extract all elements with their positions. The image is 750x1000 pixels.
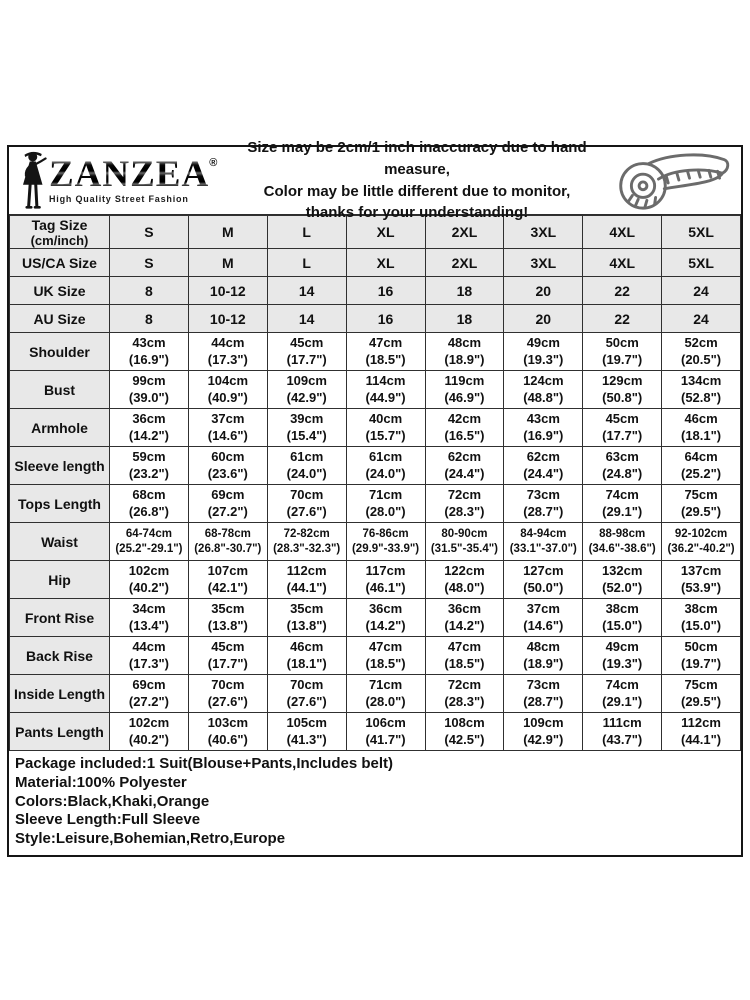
cell-bust-4xl: 129cm (50.8") (583, 371, 662, 409)
cell-shoulder-2xl: 48cm (18.9") (425, 333, 504, 371)
cell-us-ca-size-s: S (110, 249, 189, 277)
cell-armhole-m: 37cm (14.6") (188, 409, 267, 447)
cell-front-rise-m: 35cm (13.8") (188, 599, 267, 637)
cell-bust-xl: 114cm (44.9") (346, 371, 425, 409)
cell-pants-length-3xl: 109cm (42.9") (504, 713, 583, 751)
cell-shoulder-xl: 47cm (18.5") (346, 333, 425, 371)
measure-notice (227, 137, 607, 224)
cell-au-size-2xl: 18 (425, 305, 504, 333)
cell-armhole-5xl: 46cm (18.1") (662, 409, 741, 447)
cell-back-rise-3xl: 48cm (18.9") (504, 637, 583, 675)
row-label-tops-length: Tops Length (10, 485, 110, 523)
cell-tag-size-2xl: 2XL (425, 216, 504, 249)
product-notes (9, 751, 741, 855)
cell-pants-length-5xl: 112cm (44.1") (662, 713, 741, 751)
cell-shoulder-l: 45cm (17.7") (267, 333, 346, 371)
brand-name: ZANZEA (49, 154, 210, 196)
table-row-bust (10, 371, 741, 409)
row-label-inside-length: Inside Length (10, 675, 110, 713)
cell-tag-size-xl: XL (346, 216, 425, 249)
cell-sleeve-length-4xl: 63cm (24.8") (583, 447, 662, 485)
cell-bust-5xl: 134cm (52.8") (662, 371, 741, 409)
cell-au-size-3xl: 20 (504, 305, 583, 333)
note-style: Style:Leisure,Bohemian,Retro,Europe (15, 830, 286, 848)
table-row-armhole (10, 409, 741, 447)
size-chart-panel (7, 139, 743, 857)
cell-tops-length-m: 69cm (27.2") (188, 485, 267, 523)
cell-inside-length-5xl: 75cm (29.5") (662, 675, 741, 713)
cell-tag-size-3xl: 3XL (504, 216, 583, 249)
cell-hip-2xl: 122cm (48.0") (425, 561, 504, 599)
cell-waist-xl: 76-86cm (29.9"-33.9") (346, 523, 425, 561)
cell-pants-length-2xl: 108cm (42.5") (425, 713, 504, 751)
cell-pants-length-s: 102cm (40.2") (110, 713, 189, 751)
cell-armhole-s: 36cm (14.2") (110, 409, 189, 447)
cell-waist-5xl: 92-102cm (36.2"-40.2") (662, 523, 741, 561)
cell-inside-length-l: 70cm (27.6") (267, 675, 346, 713)
cell-waist-3xl: 84-94cm (33.1"-37.0") (504, 523, 583, 561)
cell-bust-m: 104cm (40.9") (188, 371, 267, 409)
table-row-sleeve-length (10, 447, 741, 485)
cell-back-rise-l: 46cm (18.1") (267, 637, 346, 675)
cell-hip-4xl: 132cm (52.0") (583, 561, 662, 599)
table-row-hip (10, 561, 741, 599)
cell-front-rise-5xl: 38cm (15.0") (662, 599, 741, 637)
chart-header (9, 139, 741, 222)
cell-tops-length-4xl: 74cm (29.1") (583, 485, 662, 523)
cell-tag-size-m: M (188, 216, 267, 249)
cell-back-rise-5xl: 50cm (19.7") (662, 637, 741, 675)
cell-armhole-2xl: 42cm (16.5") (425, 409, 504, 447)
brand-logo (9, 150, 227, 212)
cell-uk-size-xl: 16 (346, 277, 425, 305)
cell-au-size-l: 14 (267, 305, 346, 333)
note-package: Package included:1 Suit(Blouse+Pants,Includes belt) (15, 755, 394, 772)
cell-armhole-4xl: 45cm (17.7") (583, 409, 662, 447)
cell-sleeve-length-m: 60cm (23.6") (188, 447, 267, 485)
cell-bust-2xl: 119cm (46.9") (425, 371, 504, 409)
cell-au-size-s: 8 (110, 305, 189, 333)
cell-bust-l: 109cm (42.9") (267, 371, 346, 409)
cell-armhole-xl: 40cm (15.7") (346, 409, 425, 447)
brand-text-block (49, 154, 218, 204)
cell-inside-length-s: 69cm (27.2") (110, 675, 189, 713)
cell-hip-l: 112cm (44.1") (267, 561, 346, 599)
cell-bust-s: 99cm (39.0") (110, 371, 189, 409)
table-row-us-ca-size (10, 249, 741, 277)
table-row-back-rise (10, 637, 741, 675)
cell-tag-size-5xl: 5XL (662, 216, 741, 249)
cell-front-rise-4xl: 38cm (15.0") (583, 599, 662, 637)
cell-inside-length-2xl: 72cm (28.3") (425, 675, 504, 713)
cell-pants-length-xl: 106cm (41.7") (346, 713, 425, 751)
table-row-tops-length (10, 485, 741, 523)
cell-uk-size-2xl: 18 (425, 277, 504, 305)
cell-sleeve-length-2xl: 62cm (24.4") (425, 447, 504, 485)
row-label-tag-size: Tag Size (cm/inch) (10, 216, 110, 249)
cell-back-rise-s: 44cm (17.3") (110, 637, 189, 675)
row-label-us-ca-size: US/CA Size (10, 249, 110, 277)
measuring-tape-box (607, 150, 741, 212)
cell-back-rise-xl: 47cm (18.5") (346, 637, 425, 675)
cell-uk-size-m: 10-12 (188, 277, 267, 305)
cell-au-size-5xl: 24 (662, 305, 741, 333)
cell-uk-size-3xl: 20 (504, 277, 583, 305)
cell-inside-length-3xl: 73cm (28.7") (504, 675, 583, 713)
table-row-front-rise (10, 599, 741, 637)
cell-au-size-4xl: 22 (583, 305, 662, 333)
cell-front-rise-xl: 36cm (14.2") (346, 599, 425, 637)
cell-back-rise-2xl: 47cm (18.5") (425, 637, 504, 675)
cell-shoulder-4xl: 50cm (19.7") (583, 333, 662, 371)
cell-sleeve-length-xl: 61cm (24.0") (346, 447, 425, 485)
cell-tag-size-4xl: 4XL (583, 216, 662, 249)
cell-us-ca-size-xl: XL (346, 249, 425, 277)
cell-tops-length-xl: 71cm (28.0") (346, 485, 425, 523)
table-row-pants-length (10, 713, 741, 751)
row-label-uk-size: UK Size (10, 277, 110, 305)
cell-shoulder-3xl: 49cm (19.3") (504, 333, 583, 371)
cell-sleeve-length-3xl: 62cm (24.4") (504, 447, 583, 485)
cell-waist-m: 68-78cm (26.8"-30.7") (188, 523, 267, 561)
row-label-au-size: AU Size (10, 305, 110, 333)
cell-shoulder-5xl: 52cm (20.5") (662, 333, 741, 371)
cell-inside-length-m: 70cm (27.6") (188, 675, 267, 713)
table-row-au-size (10, 305, 741, 333)
cell-tops-length-5xl: 75cm (29.5") (662, 485, 741, 523)
cell-pants-length-4xl: 111cm (43.7") (583, 713, 662, 751)
cell-hip-m: 107cm (42.1") (188, 561, 267, 599)
cell-uk-size-l: 14 (267, 277, 346, 305)
cell-au-size-m: 10-12 (188, 305, 267, 333)
cell-waist-4xl: 88-98cm (34.6"-38.6") (583, 523, 662, 561)
table-row-uk-size (10, 277, 741, 305)
brand-tagline: High Quality Street Fashion (49, 193, 189, 204)
cell-us-ca-size-4xl: 4XL (583, 249, 662, 277)
cell-us-ca-size-5xl: 5XL (662, 249, 741, 277)
cell-back-rise-4xl: 49cm (19.3") (583, 637, 662, 675)
cell-hip-s: 102cm (40.2") (110, 561, 189, 599)
note-colors: Colors:Black,Khaki,Orange (15, 792, 210, 810)
cell-sleeve-length-5xl: 64cm (25.2") (662, 447, 741, 485)
row-label-shoulder: Shoulder (10, 333, 110, 371)
cell-tops-length-3xl: 73cm (28.7") (504, 485, 583, 523)
note-sleeve-length: Sleeve Length:Full Sleeve (15, 811, 201, 829)
notice-line-3: thanks for your understanding! (305, 204, 529, 222)
row-label-back-rise: Back Rise (10, 637, 110, 675)
cell-sleeve-length-s: 59cm (23.2") (110, 447, 189, 485)
cell-front-rise-l: 35cm (13.8") (267, 599, 346, 637)
cell-bust-3xl: 124cm (48.8") (504, 371, 583, 409)
cell-waist-s: 64-74cm (25.2"-29.1") (110, 523, 189, 561)
row-label-hip: Hip (10, 561, 110, 599)
notice-line-2: Color may be little different due to monitor, (263, 182, 571, 200)
cell-tops-length-s: 68cm (26.8") (110, 485, 189, 523)
cell-hip-5xl: 137cm (53.9") (662, 561, 741, 599)
row-label-front-rise: Front Rise (10, 599, 110, 637)
cell-armhole-l: 39cm (15.4") (267, 409, 346, 447)
note-material: Material:100% Polyester (15, 773, 187, 791)
cell-uk-size-s: 8 (110, 277, 189, 305)
notice-line-1: Size may be 2cm/1 inch inaccuracy due to hand measure, (247, 139, 587, 178)
cell-uk-size-5xl: 24 (662, 277, 741, 305)
cell-front-rise-s: 34cm (13.4") (110, 599, 189, 637)
cell-shoulder-m: 44cm (17.3") (188, 333, 267, 371)
cell-front-rise-3xl: 37cm (14.6") (504, 599, 583, 637)
cell-pants-length-l: 105cm (41.3") (267, 713, 346, 751)
cell-sleeve-length-l: 61cm (24.0") (267, 447, 346, 485)
cell-waist-l: 72-82cm (28.3"-32.3") (267, 523, 346, 561)
measuring-tape-icon (615, 150, 733, 212)
cell-tops-length-2xl: 72cm (28.3") (425, 485, 504, 523)
cell-back-rise-m: 45cm (17.7") (188, 637, 267, 675)
cell-waist-2xl: 80-90cm (31.5"-35.4") (425, 523, 504, 561)
row-label-sleeve-length: Sleeve length (10, 447, 110, 485)
cell-us-ca-size-l: L (267, 249, 346, 277)
row-label-pants-length: Pants Length (10, 713, 110, 751)
cell-tops-length-l: 70cm (27.6") (267, 485, 346, 523)
cell-armhole-3xl: 43cm (16.9") (504, 409, 583, 447)
table-row-waist (10, 523, 741, 561)
table-row-shoulder (10, 333, 741, 371)
row-label-bust: Bust (10, 371, 110, 409)
cell-inside-length-xl: 71cm (28.0") (346, 675, 425, 713)
cell-au-size-xl: 16 (346, 305, 425, 333)
cell-us-ca-size-m: M (188, 249, 267, 277)
cell-us-ca-size-3xl: 3XL (504, 249, 583, 277)
row-label-waist: Waist (10, 523, 110, 561)
fashion-lady-icon (17, 150, 47, 212)
cell-tag-size-l: L (267, 216, 346, 249)
registered-mark: ® (209, 157, 218, 170)
size-table (9, 215, 741, 751)
cell-hip-3xl: 127cm (50.0") (504, 561, 583, 599)
cell-shoulder-s: 43cm (16.9") (110, 333, 189, 371)
cell-us-ca-size-2xl: 2XL (425, 249, 504, 277)
cell-pants-length-m: 103cm (40.6") (188, 713, 267, 751)
cell-inside-length-4xl: 74cm (29.1") (583, 675, 662, 713)
cell-tag-size-s: S (110, 216, 189, 249)
table-row-inside-length (10, 675, 741, 713)
cell-front-rise-2xl: 36cm (14.2") (425, 599, 504, 637)
cell-uk-size-4xl: 22 (583, 277, 662, 305)
row-label-armhole: Armhole (10, 409, 110, 447)
cell-hip-xl: 117cm (46.1") (346, 561, 425, 599)
